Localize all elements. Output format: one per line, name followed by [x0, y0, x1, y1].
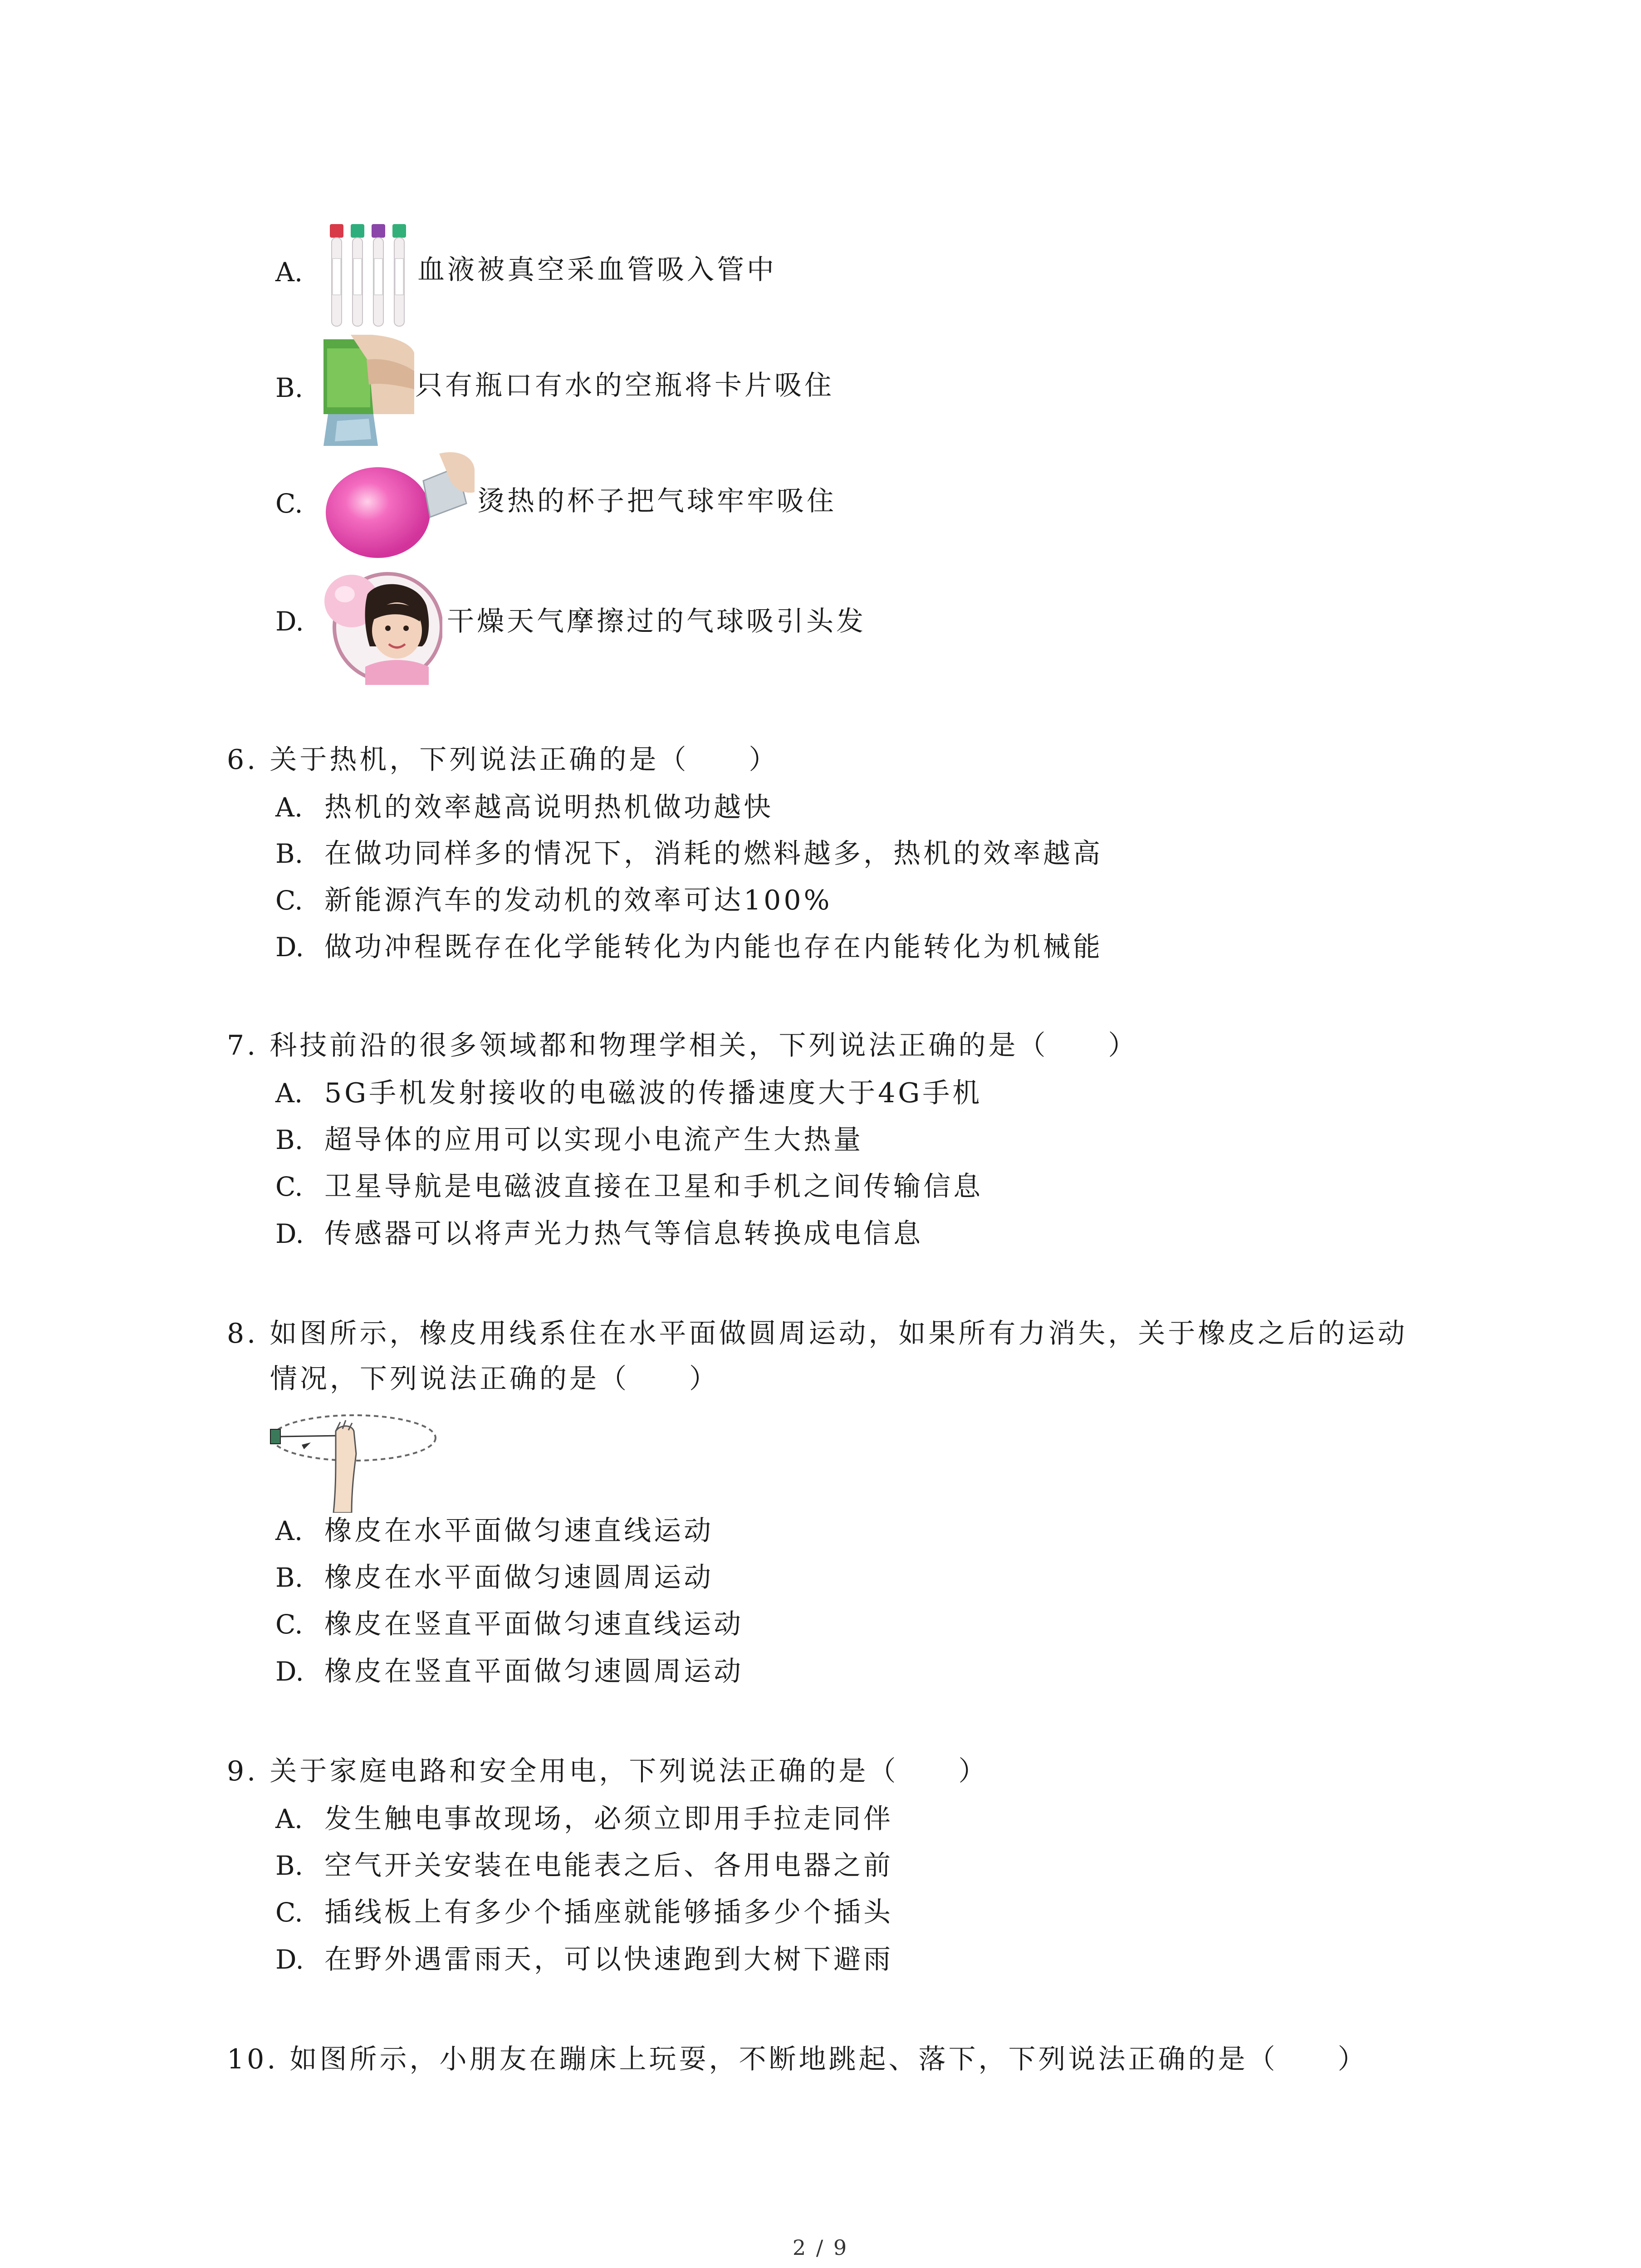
question-stem-line1: 8. 如图所示，橡皮用线系住在水平面做圆周运动，如果所有力消失，关于橡皮之后的运动 — [227, 1318, 1408, 1349]
option-text: 只有瓶口有水的空瓶将卡片吸住 — [415, 370, 834, 401]
option-label: B. — [275, 372, 304, 403]
option-text: 橡皮在竖直平面做匀速直线运动 — [324, 1608, 744, 1640]
eraser-circular-motion-icon — [268, 1404, 440, 1513]
option-label: A. — [275, 1804, 303, 1834]
question-stem: 9. 关于家庭电路和安全用电，下列说法正确的是（ ） — [227, 1755, 989, 1787]
option-text: 血液被真空采血管吸入管中 — [417, 254, 777, 286]
question-stem: 10. 如图所示，小朋友在蹦床上玩耍，不断地跳起、落下，下列说法正确的是（ ） — [227, 2043, 1368, 2075]
option-label: A. — [275, 257, 303, 288]
page-number: 2 / 9 — [792, 2235, 849, 2260]
option-text: 做功冲程既存在化学能转化为内能也存在内能转化为机械能 — [324, 931, 1103, 963]
option-text: 插线板上有多少个插座就能够插多少个插头 — [324, 1897, 893, 1928]
option-label: C. — [275, 1609, 303, 1640]
option-text: 橡皮在竖直平面做匀速圆周运动 — [324, 1656, 744, 1687]
option-label: C. — [275, 488, 303, 519]
option-label: A. — [275, 1515, 303, 1546]
option-text: 5G手机发射接收的电磁波的传播速度大于4G手机 — [324, 1077, 983, 1109]
blood-tubes-icon — [324, 222, 415, 331]
option-label: D. — [275, 932, 304, 963]
cup-balloon-icon — [321, 449, 475, 560]
option-text: 空气开关安装在电能表之后、各用电器之前 — [324, 1850, 893, 1882]
option-label: C. — [275, 1897, 303, 1928]
question-stem-line2: 情况，下列说法正确的是（ ） — [270, 1363, 719, 1395]
option-text: 在野外遇雷雨天，可以快速跑到大树下避雨 — [324, 1944, 893, 1975]
option-label: B. — [275, 1850, 304, 1881]
option-label: B. — [275, 1124, 304, 1155]
option-text: 在做功同样多的情况下，消耗的燃料越多，热机的效率越高 — [324, 838, 1103, 870]
option-text: 热机的效率越高说明热机做功越快 — [324, 792, 774, 823]
question-stem: 6. 关于热机，下列说法正确的是（ ） — [227, 744, 779, 776]
bottle-card-icon — [323, 335, 414, 446]
option-text: 卫星导航是电磁波直接在卫星和手机之间传输信息 — [324, 1171, 983, 1202]
option-label: B. — [275, 1562, 304, 1593]
option-label: A. — [275, 1078, 303, 1109]
option-text: 橡皮在水平面做匀速圆周运动 — [324, 1562, 714, 1593]
option-text: 橡皮在水平面做匀速直线运动 — [324, 1515, 714, 1547]
option-label: D. — [275, 1944, 304, 1975]
option-label: C. — [275, 1171, 303, 1202]
option-label: D. — [275, 1218, 304, 1249]
option-text: 超导体的应用可以实现小电流产生大热量 — [324, 1124, 863, 1156]
balloon-hair-icon — [320, 569, 442, 685]
option-label: B. — [275, 838, 304, 869]
option-label: A. — [275, 792, 303, 823]
option-label: D. — [275, 1656, 304, 1687]
question-stem: 7. 科技前沿的很多领域都和物理学相关，下列说法正确的是（ ） — [227, 1030, 1138, 1061]
option-text: 干燥天气摩擦过的气球吸引头发 — [447, 606, 866, 637]
option-text: 烫热的杯子把气球牢牢吸住 — [477, 485, 837, 517]
option-text: 新能源汽车的发动机的效率可达100% — [324, 885, 833, 916]
option-label: C. — [275, 885, 303, 916]
option-text: 传感器可以将声光力热气等信息转换成电信息 — [324, 1218, 923, 1250]
option-label: D. — [275, 606, 304, 637]
option-text: 发生触电事故现场，必须立即用手拉走同伴 — [324, 1803, 893, 1835]
